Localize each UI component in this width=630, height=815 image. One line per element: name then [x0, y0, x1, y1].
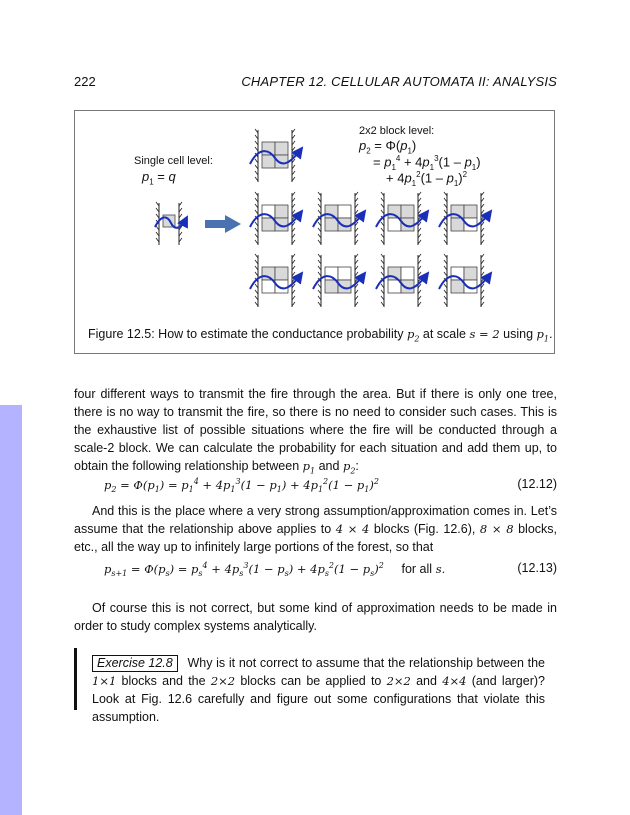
single-cell-block: [155, 202, 187, 245]
exercise-bar: [74, 648, 77, 710]
caption-var-p1: $p_1$.: [536, 327, 553, 344]
block-config-8: [376, 254, 428, 307]
block-config-2: [250, 192, 302, 245]
paragraph-3: Of course this is not correct, but some kind of approximation needs to be made in order to study complex systems analytically.: [74, 601, 557, 633]
block-config-6: [250, 254, 302, 307]
single-cell-equation: $p_1 = q$: [142, 169, 176, 187]
page-side-tab: [0, 405, 22, 815]
block-equation-line2: = $p_1^4 + 4p_1^3(1 - p_1)$: [373, 154, 481, 172]
equation-12-13: $p_{s+1} = \Phi(p_s) = p_s^4 + 4p_s^3(1 - p_s) + 4p_s^2(1 - p_s)^2$ for all s. (12.13): [104, 561, 557, 579]
equation-number: (12.12): [517, 477, 557, 491]
paragraph-1: four different ways to transmit the fire through the area. But if there is only one tree, there is no way to transmit the fire, so there is no need to consider such cases. This is the exhaustive list of possible situations where the fire will be conducted through a scale-2 block. We can calculate the probability for each situation and add them up, to obtain the following relationship between $p_1$ and $p_2$:: [74, 387, 557, 476]
chapter-title: CHAPTER 12. CELLULAR AUTOMATA II: ANALYSIS: [241, 74, 557, 89]
figure-diagram: [75, 111, 556, 355]
page-number: 222: [74, 74, 96, 89]
block-config-9: [439, 254, 491, 307]
block-level-label: 2x2 block level:: [359, 125, 435, 137]
block-config-1: [250, 129, 302, 182]
block-config-3: [313, 192, 365, 245]
figure-12-5: [74, 110, 555, 354]
figure-caption: Figure 12.5: How to estimate the conductance probability $p_2$ at scale s = 2 using $p_1$.: [88, 327, 553, 344]
single-cell-label: Single cell level:: [134, 155, 213, 167]
block-config-4: [376, 192, 428, 245]
block-equation-line1: $p_2 = \Phi(p_1)$: [359, 138, 417, 156]
exercise-label: Exercise 12.8: [92, 655, 178, 672]
exercise-12-8: Exercise 12.8 Why is it not correct to assume that the relationship between the 1×1 blocks and the 2×2 blocks can be applied to 2×2 and 4×4 (and larger)? Look at Fig. 12.6 carefully and figure out some configurations that violate this assumption.: [92, 656, 545, 724]
block-config-7: [313, 254, 365, 307]
caption-scale: s = 2: [469, 327, 500, 341]
caption-var-p2: $p_2$: [406, 327, 420, 344]
equation-number: (12.13): [517, 561, 557, 575]
page-header: [74, 74, 557, 94]
block-equation-line3: + $4p_1^2(1 - p_1)^2$: [386, 170, 468, 188]
paragraph-2: And this is the place where a very strong assumption/approximation comes in. Let’s assume that the relationship above applies to 4 × 4 blocks (Fig. 12.6), 8 × 8 blocks, etc., all the way up to infinitely large portions of the forest, so that: [74, 504, 557, 554]
transform-arrow-icon: [205, 215, 241, 233]
block-config-5: [439, 192, 491, 245]
equation-12-12: $p_2 = \Phi(p_1) = p_1^4 + 4p_1^3(1 - p_1) + 4p_1^2(1 - p_1)^2$ (12.12): [104, 477, 557, 495]
